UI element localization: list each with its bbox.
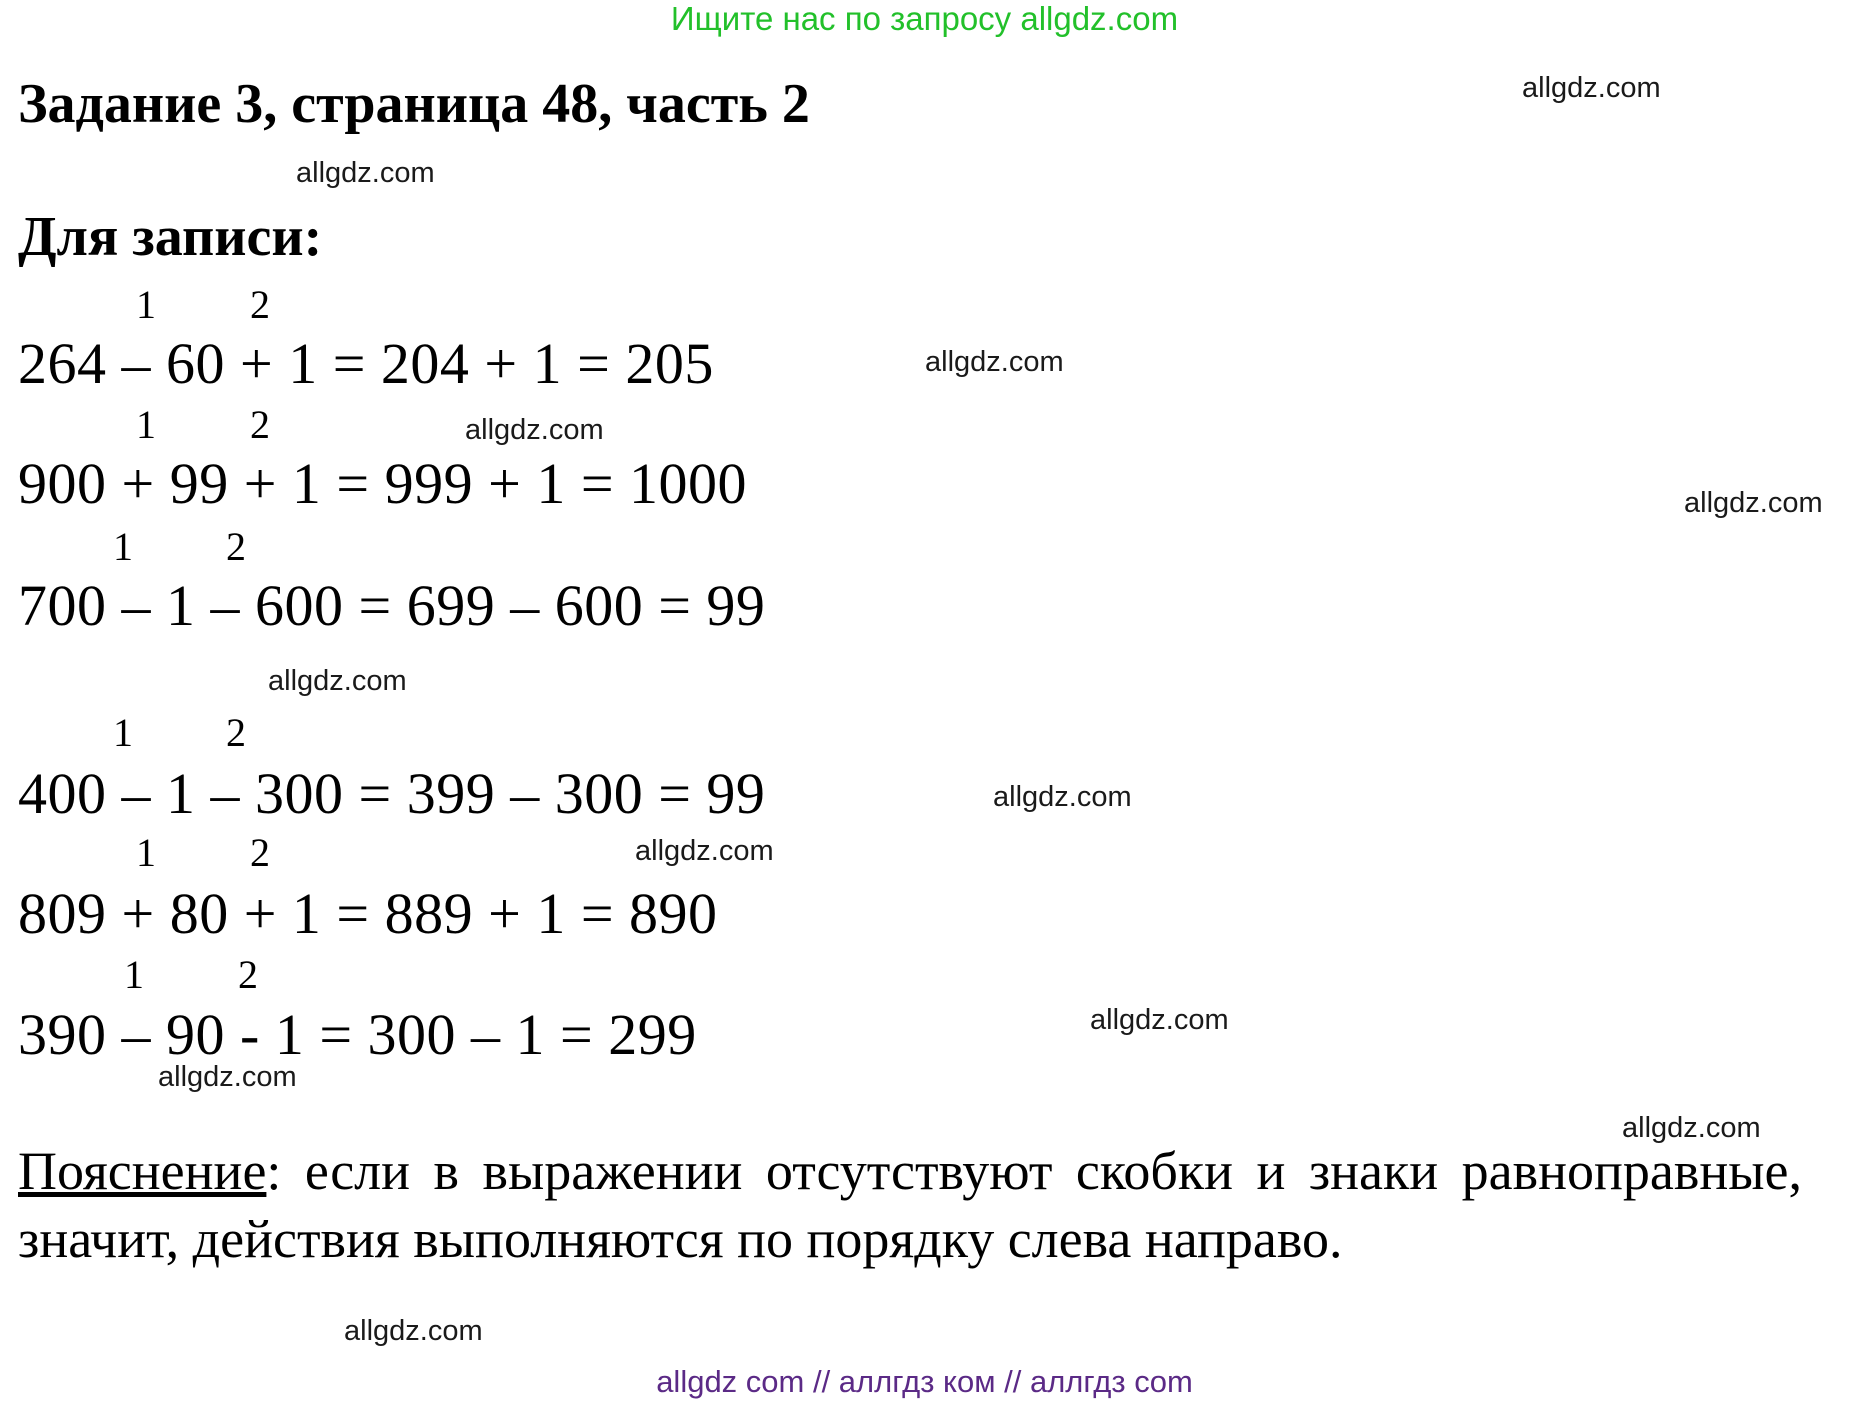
- step-number: 1: [124, 952, 144, 997]
- watermark: allgdz.com: [268, 665, 407, 697]
- math-expression: 264 – 60 + 1 = 204 + 1 = 205: [18, 331, 714, 396]
- math-expression: 700 – 1 – 600 = 699 – 600 = 99: [18, 573, 766, 638]
- step-number: 2: [226, 710, 246, 755]
- explanation-text: : если в выражении отсутствуют скобки и знаки равноправные, значит, действия выполняются по порядку слева направо.: [18, 1141, 1802, 1269]
- explanation-paragraph: [18, 1137, 1802, 1273]
- step-number: 1: [136, 830, 156, 875]
- step-number: 2: [238, 952, 258, 997]
- math-expression: 809 + 80 + 1 = 889 + 1 = 890: [18, 881, 718, 946]
- watermark: allgdz.com: [465, 414, 604, 446]
- step-number: 1: [136, 402, 156, 447]
- watermark: allgdz.com: [925, 346, 1064, 378]
- watermark: allgdz.com: [1622, 1112, 1761, 1144]
- watermark: allgdz.com: [296, 157, 435, 189]
- watermark: allgdz.com: [1684, 487, 1823, 519]
- section-subtitle: Для записи:: [18, 206, 323, 268]
- top-banner: Ищите нас по запросу allgdz.com: [670, 0, 1179, 37]
- math-expression: 900 + 99 + 1 = 999 + 1 = 1000: [18, 451, 748, 516]
- watermark: allgdz.com: [993, 781, 1132, 813]
- step-number: 1: [113, 524, 133, 569]
- step-number: 2: [226, 524, 246, 569]
- step-number: 2: [250, 402, 270, 447]
- footer-links: allgdz com // аллгдз ком // аллгдз com: [656, 1364, 1193, 1399]
- watermark: allgdz.com: [344, 1315, 483, 1347]
- task-title: Задание 3, страница 48, часть 2: [18, 73, 810, 135]
- watermark: allgdz.com: [1090, 1004, 1229, 1036]
- watermark: allgdz.com: [635, 835, 774, 867]
- explanation-label: Пояснение: [18, 1141, 267, 1201]
- watermark: allgdz.com: [1522, 72, 1661, 104]
- math-expression: 400 – 1 – 300 = 399 – 300 = 99: [18, 761, 766, 826]
- watermark: allgdz.com: [158, 1061, 297, 1093]
- math-expression: 390 – 90 - 1 = 300 – 1 = 299: [18, 1002, 697, 1067]
- step-number: 2: [250, 282, 270, 327]
- step-number: 1: [136, 282, 156, 327]
- step-number: 1: [113, 710, 133, 755]
- step-number: 2: [250, 830, 270, 875]
